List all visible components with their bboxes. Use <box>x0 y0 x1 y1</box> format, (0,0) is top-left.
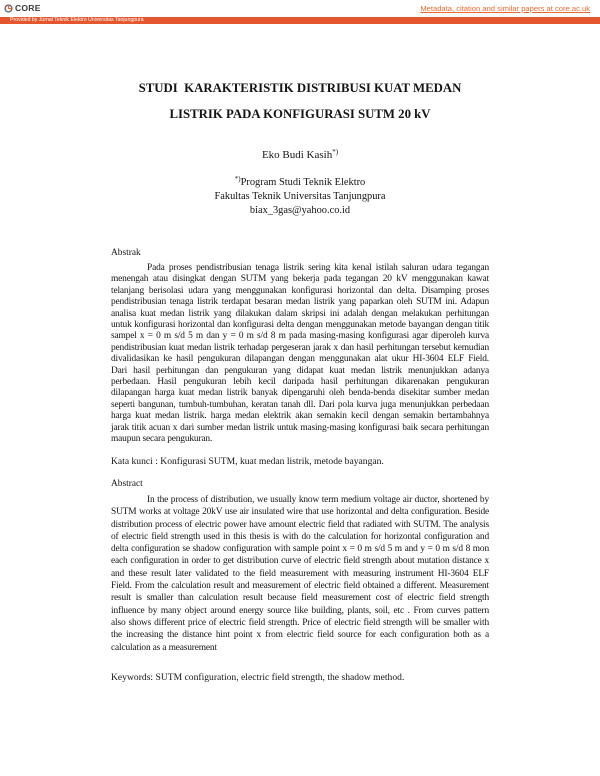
abstract-line: Field. From the calculation result and measurement of electric field obtained a different. Measurement <box>111 581 489 592</box>
provided-by-link[interactable]: Provided by Jurnal Teknik Elektro Universitas Tanjungpura <box>10 17 144 23</box>
abstract-line: the increasing the distance hint point x from electric field source for each configuration both as a <box>111 630 489 641</box>
abstrak-paragraph <box>111 263 489 446</box>
abstrak-line: harga kuat medan listrik. harga medan elektrik akan semakin kecil dengan semakin bertambahnya <box>111 411 489 422</box>
abstrak-line: perbedaan. Hasil pengukuran lebih kecil daripada hasil perhitungan dikarenakan pengukuran <box>111 377 489 388</box>
author-email: biax_3gas@yahoo.co.id <box>249 205 351 216</box>
abstract-paragraph <box>111 494 489 654</box>
abstrak-line: seperti bangunan, tumbuh-tumbuhan, keratan tanah dll. Dari pola kurva juga menunjukkan perbedaan <box>111 399 489 410</box>
abstract-line: distribution process of electric power have amount electric field that radiated with SUTM. The analysis <box>111 519 489 530</box>
abstrak-line: jarak titik acuan x dari sumber medan listrik untuk masing-masing konfigurasi baik secara perhitungan <box>111 422 489 433</box>
affiliation-program: Program Studi Teknik Elektro <box>240 177 366 188</box>
abstract-line: In the process of distribution, we usually know term medium voltage air ductor, shortened by <box>147 495 489 505</box>
abstrak-line: Pada proses pendistribusian tenaga listrik sering kita kenal istilah saluran udara tegangan <box>147 263 489 273</box>
abstract-line: calculation as a measurement <box>111 642 217 653</box>
affiliation-faculty: Fakultas Teknik Universitas Tanjungpura <box>214 191 386 202</box>
abstrak-line: divalidasikan ke hasil pengukuran dilapangan dengan menggunakan alat ukur HI-3604 ELF Field. <box>111 354 489 365</box>
abstrak-line: dilapangan harga kuat medan listrik banyak dipengaruhi oleh benda-benda disekitar sumber medan <box>111 388 489 399</box>
abstrak-line: menengah atau disingkat dengan SUTM yang bekerja pada tegangan 20 kV menggunakan kawat <box>111 274 489 285</box>
abstrak-heading: Abstrak <box>111 248 141 258</box>
abstract-line: result is smaller than calculation result because field measurement cost of electric field strength <box>111 593 489 604</box>
author-name: Eko Budi Kasih <box>261 149 333 161</box>
abstract-line: influence by many object around energy source like building, plants, soil, etc . From curves pattern <box>111 605 489 616</box>
affiliation-mark: *) <box>234 175 241 183</box>
abstrak-line: Dari hasil perhitungan dan pengukuran yang didapat kuat medan listrik menunjukkan adanya <box>111 365 489 376</box>
abstrak-line: pendistribusian kuat medan listrik terhadap pergeseran jarak x dan hasil perhitungan tersebut kemudian <box>111 342 489 353</box>
abstrak-line: untuk konfigurasi horizontal dan konfigurasi delta dengan menggunakan metode bayangan dengan titik <box>111 320 489 331</box>
abstract-line: and these result later validated to the field measurement with measuring instrument HI-3604 ELF <box>111 568 489 579</box>
abstract-line: SUTM works at voltage 20kV use air insulated wire that use horizontal and delta configuration. Beside <box>111 507 489 518</box>
abstract-heading: Abstract <box>111 479 143 489</box>
abstrak-line: sampel x = 0 m s/d 5 m dan y = 0 m s/d 8 m pada masing-masing konfigurasi agar diperoleh kurva <box>111 331 489 342</box>
title-line: LISTRIK PADA KONFIGURASI SUTM 20 kV <box>169 107 431 121</box>
abstract-line: also shows different price of electric field strength. Price of electric field strength will be smaller with <box>111 617 489 628</box>
title-line: STUDI KARAKTERISTIK DISTRIBUSI KUAT MEDAN <box>138 81 462 95</box>
metadata-link[interactable]: Metadata, citation and similar papers at core.ac.uk <box>420 4 590 13</box>
paper-title <box>0 75 600 127</box>
abstrak-line: analisa kuat medan listrik yang dilakukan dalam skripsi ini adalah dengan melakukan perhitungan <box>111 308 489 319</box>
core-logo-icon <box>4 4 13 13</box>
provider-strip <box>0 17 600 24</box>
author-mark: *) <box>332 148 339 156</box>
keywords: Keywords: SUTM configuration, electric field strength, the shadow method. <box>111 672 405 683</box>
abstract-line: delta configuration se shadow configuration with sample point x = 0 m s/d 5 m and y = 0 m s/d 8 mon <box>111 544 489 555</box>
abstrak-line: telanjang berisolasi udara yang menggunakan konfigurasi horizontal dan delta. Disamping proses <box>111 285 489 296</box>
abstrak-line: maupun secara pengukuran. <box>111 434 213 445</box>
abstract-line: of electric field strength used in this thesis is with do the calculation for horizontal configuration and <box>111 531 489 542</box>
affiliation-program-line <box>0 176 600 190</box>
author-line <box>0 147 600 163</box>
abstract-line: each configuration in order to get distribution curve of electric field strength about mutation distance x <box>111 556 489 567</box>
affiliation <box>0 176 600 218</box>
core-logo-text: CORE <box>15 3 41 13</box>
kata-kunci: Kata kunci : Konfigurasi SUTM, kuat medan listrik, metode bayangan. <box>111 456 384 467</box>
core-logo[interactable] <box>4 3 41 14</box>
abstrak-line: pendistribusian tenaga listrik terdapat besaran medan listrik yang paparkan oleh SUTM ini. Adapun <box>111 297 489 308</box>
